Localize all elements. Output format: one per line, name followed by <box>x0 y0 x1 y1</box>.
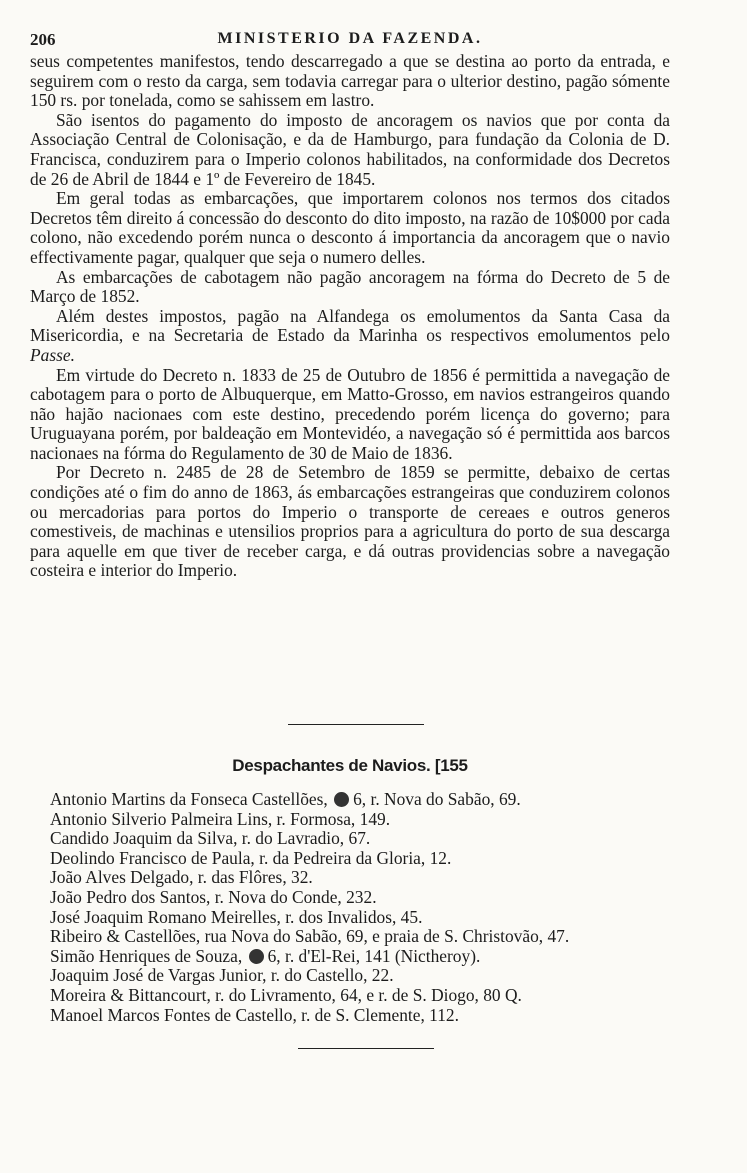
page-header <box>30 30 670 52</box>
ship-icon <box>334 792 349 807</box>
paragraph: São isentos do pagamento do imposto de ancoragem os navios que por conta da Associação Central de Colonisação, e da de Hamburgo, para fundação da Colonia de D. Francisca, conduzirem para o Imperio colonos habilitados, na conformidade dos Decretos de 26 de Abril de 1844 e 1º de Fevereiro de 1845. <box>30 109 670 189</box>
list-item: José Joaquim Romano Meirelles, r. dos Invalidos, 45. <box>50 906 423 927</box>
italic-word: Passe. <box>30 344 75 365</box>
list-item: Simão Henriques de Souza, 6, r. d'El-Rei, 141 (Nictheroy). <box>50 945 481 966</box>
paragraph: seus competentes manifestos, tendo descarregado a que se destina ao porto da entrada, e seguirem com o resto da carga, sem todavia carregar para o ulterior destino, pagão sómente 150 rs. por tonelada, como se sahissem em lastro. <box>30 51 670 111</box>
list-item: João Pedro dos Santos, r. Nova do Conde, 232. <box>50 886 377 907</box>
list-item: Deolindo Francisco de Paula, r. da Pedreira da Gloria, 12. <box>50 847 452 868</box>
section-heading <box>30 756 670 776</box>
divider-rule <box>298 1048 434 1049</box>
paragraph: Por Decreto n. 2485 de 28 de Setembro de 1859 se permitte, debaixo de certas condições até o fim do anno de 1863, ás embarcações estrangeiras que conduzirem colonos ou mercadorias para portos do Imperio o transporte de cereaes e outros generos comestiveis, de machinas e utensilios proprios para a agricultura do porto de sua descarga para aquelle em que tiver de receber carga, e dá outras providencias sobre a navegação costeira e interior do Imperio. <box>30 462 670 581</box>
list-item: Manoel Marcos Fontes de Castello, r. de S. Clemente, 112. <box>50 1004 459 1025</box>
list-item: Ribeiro & Castellões, rua Nova do Sabão, 69, e praia de S. Christovão, 47. <box>50 926 570 947</box>
list-item: Antonio Silverio Palmeira Lins, r. Formosa, 149. <box>50 808 391 829</box>
page-number: 206 <box>30 30 56 49</box>
section-title: Despachantes de Navios. <box>232 756 431 775</box>
list-item: Antonio Martins da Fonseca Castellões, 6, r. Nova do Sabão, 69. <box>50 789 521 809</box>
list-item: Joaquim José de Vargas Junior, r. do Castello, 22. <box>50 965 394 986</box>
section-ref: [155 <box>434 756 468 775</box>
document-page <box>30 30 670 1025</box>
body-text <box>30 52 670 581</box>
paragraph: Em geral todas as embarcações, que importarem colonos nos termos dos citados Decretos têm direito á concessão do desconto do dito imposto, na razão de 10$000 por cada colono, não excedendo porém nunca o desconto á importancia da ancoragem que o navio effectivamente pagar, qualquer que seja o numero delles. <box>30 188 670 267</box>
despachantes-list <box>50 790 690 1025</box>
list-item: Candido Joaquim da Silva, r. do Lavradio, 67. <box>50 828 371 849</box>
paragraph: Além destes impostos, pagão na Alfandega os emolumentos da Santa Casa da Misericordia, e na Secretaria de Estado da Marinha os respectivos emolumentos pelo Passe. <box>30 305 670 365</box>
ship-icon <box>249 949 264 964</box>
list-item: João Alves Delgado, r. das Flôres, 32. <box>50 867 313 888</box>
divider-rule <box>288 724 424 725</box>
paragraph: Em virtude do Decreto n. 1833 de 25 de Outubro de 1856 é permittida a navegação de cabotagem para o porto de Albuquerque, em Matto-Grosso, em navios estrangeiros quando não hajão nacionaes com este destino, precedendo porém licença do governo; para Uruguayana porém, por baldeação em Montevidéo, a navegação só é permittida aos barcos nacionaes na fórma do Regulamento de 30 de Maio de 1836. <box>30 364 670 463</box>
running-title: MINISTERIO DA FAZENDA. <box>217 30 483 47</box>
list-item: Moreira & Bittancourt, r. do Livramento, 64, e r. de S. Diogo, 80 Q. <box>50 984 522 1005</box>
paragraph: As embarcações de cabotagem não pagão ancoragem na fórma do Decreto de 5 de Março de 1852. <box>30 266 670 307</box>
